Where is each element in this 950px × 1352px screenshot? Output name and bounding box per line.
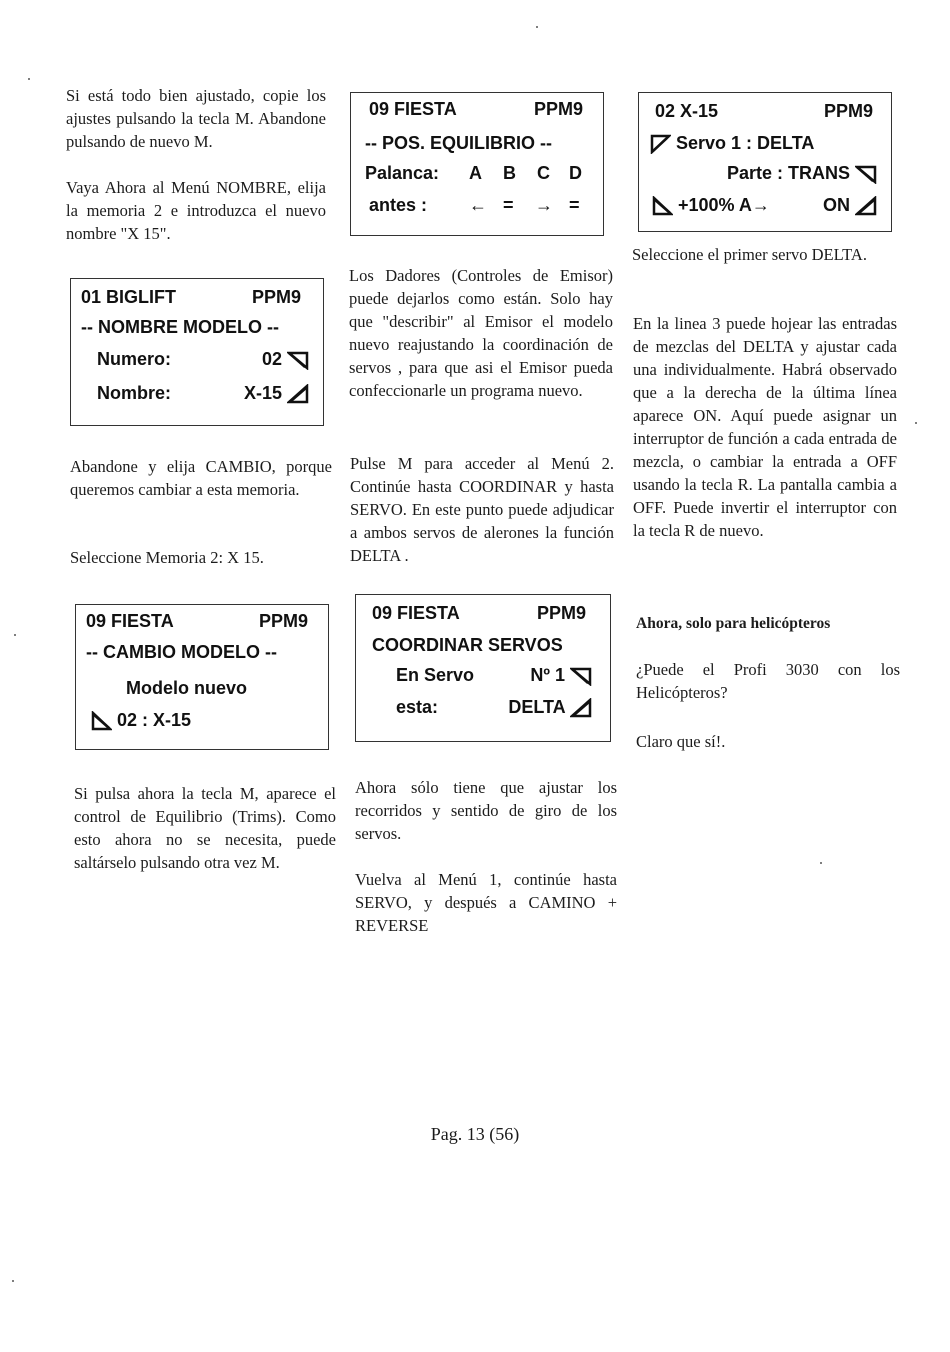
col2-paragraph-4: Vuelva al Menú 1, continúe hasta SERVO, y después a CAMINO + REVERSE (355, 870, 617, 935)
lcd-mode: PPM9 (536, 603, 586, 623)
col3-paragraph-3: ¿Puede el Profi 3030 con los Helicópteros? (636, 660, 900, 702)
scan-speck (820, 862, 822, 864)
lcd-menu-title: -- POS. EQUILIBRIO -- (365, 133, 552, 153)
col2-paragraph-3: Ahora sólo tiene que ajustar los recorridos y sentido de giro de los servos. (355, 778, 617, 843)
lcd-mode: PPM9 (258, 611, 308, 631)
lcd-label-antes: antes : (369, 195, 428, 215)
lcd-value-modelo: 02 : X-15 (117, 710, 192, 730)
lcd-mode: PPM9 (823, 101, 873, 121)
lcd-cambio-modelo (75, 604, 329, 750)
col3-paragraph-1: Seleccione el primer servo DELTA. (632, 245, 867, 264)
scan-speck (536, 26, 538, 28)
corner-arrow-up-right-icon (855, 196, 877, 216)
corner-arrow-down-right-icon (287, 350, 309, 370)
lcd-title: 02 X-15 (655, 101, 719, 121)
scan-speck (14, 634, 16, 636)
col2-paragraph-2: Pulse M para acceder al Menú 2. Continúe hasta COORDINAR y hasta SERVO. En este punto puede adjudicar a ambos servos de alerones la función DELTA . (350, 454, 614, 565)
lcd-menu-title: COORDINAR SERVOS (372, 635, 563, 655)
lcd-switch-state: ON (822, 195, 850, 215)
lcd-col-a: A (469, 163, 482, 183)
lcd-menu-title: -- CAMBIO MODELO -- (86, 642, 277, 662)
page-number: Pag. 13 (56) (430, 1124, 520, 1144)
lcd-val-a: ← (469, 195, 487, 215)
corner-arrow-up-left-icon (649, 134, 671, 154)
scan-speck (915, 422, 917, 424)
lcd-col-d: D (569, 163, 582, 183)
col1-paragraph-2: Vaya Ahora al Menú NOMBRE, elija la memoria 2 e introduzca el nuevo nombre "X 15". (66, 178, 326, 243)
lcd-value-nombre: X-15 (243, 383, 282, 403)
lcd-label-esta: esta: (396, 697, 439, 717)
scan-speck (28, 78, 30, 80)
lcd-val-b: = (503, 195, 514, 215)
corner-arrow-down-right-icon (855, 164, 877, 184)
lcd-value-delta: DELTA (508, 697, 565, 717)
lcd-col-c: C (537, 163, 550, 183)
corner-arrow-down-left-icon (90, 711, 112, 731)
lcd-percent: +100% A→ (678, 195, 770, 215)
lcd-title: 09 FIESTA (372, 603, 460, 623)
col1-paragraph-5: Si pulsa ahora la tecla M, aparece el control de Equilibrio (Trims). Como esto ahora no se necesita, puede saltárselo pulsando otra vez M. (74, 784, 336, 872)
col3-paragraph-2: En la linea 3 puede hojear las entradas de mezclas del DELTA y ajustar cada una individualmente. Habrá observado que a la derecha de la última línea aparece ON. Aquí puede asignar un interruptor de función a cada entrada de mezcla, o cambiar la entrada a OFF usando la tecla R. La pantalla cambia a OFF. Puede invertir el interruptor con la tecla R de nuevo. (633, 314, 897, 540)
col1-paragraph-3: Abandone y elija CAMBIO, porque queremos cambiar a esta memoria. (70, 457, 332, 499)
lcd-title: 01 BIGLIFT (81, 287, 177, 307)
lcd-label-numero: Numero: (97, 349, 172, 369)
lcd-coordinar-servos (355, 594, 611, 742)
lcd-pos-equilibrio (350, 92, 604, 236)
lcd-value-numero: 02 (261, 349, 282, 369)
col3-heading-helicopteros: Ahora, solo para helicópteros (636, 615, 831, 632)
col2-paragraph-1: Los Dadores (Controles de Emisor) puede dejarlos como están. Solo hay que "describir" al Emisor el modelo nuevo reajustando la coordinación de servos , para que asi el Emisor pueda confeccionarle un programa nuevo. (349, 266, 613, 400)
lcd-nombre-modelo (70, 278, 324, 426)
lcd-parte: Parte : TRANS (726, 163, 850, 183)
lcd-mode: PPM9 (251, 287, 301, 307)
lcd-label-nombre: Nombre: (97, 383, 172, 403)
col3-paragraph-4: Claro que sí!. (636, 732, 726, 751)
col1-paragraph-4: Seleccione Memoria 2: X 15. (70, 548, 264, 567)
corner-arrow-down-left-icon (651, 196, 673, 216)
lcd-title: 09 FIESTA (86, 611, 174, 631)
corner-arrow-up-right-icon (287, 384, 309, 404)
lcd-servo-delta (638, 92, 892, 232)
col1-paragraph-1: Si está todo bien ajustado, copie los ajustes pulsando la tecla M. Abandone pulsando de nuevo M. (66, 86, 326, 151)
lcd-title: 09 FIESTA (369, 99, 457, 119)
lcd-val-c: → (535, 195, 553, 215)
lcd-label-modelo-nuevo: Modelo nuevo (126, 678, 247, 698)
corner-arrow-down-right-icon (570, 666, 592, 686)
lcd-col-b: B (503, 163, 516, 183)
lcd-mode: PPM9 (533, 99, 583, 119)
lcd-label-palanca: Palanca: (365, 163, 440, 183)
lcd-menu-title: -- NOMBRE MODELO -- (81, 317, 279, 337)
lcd-label-en-servo: En Servo (396, 665, 475, 685)
lcd-servo-assignment: Servo 1 : DELTA (676, 133, 815, 153)
scan-speck (12, 1280, 14, 1282)
corner-arrow-up-right-icon (570, 698, 592, 718)
lcd-val-d: = (569, 195, 580, 215)
lcd-value-servo-num: Nº 1 (530, 665, 565, 685)
